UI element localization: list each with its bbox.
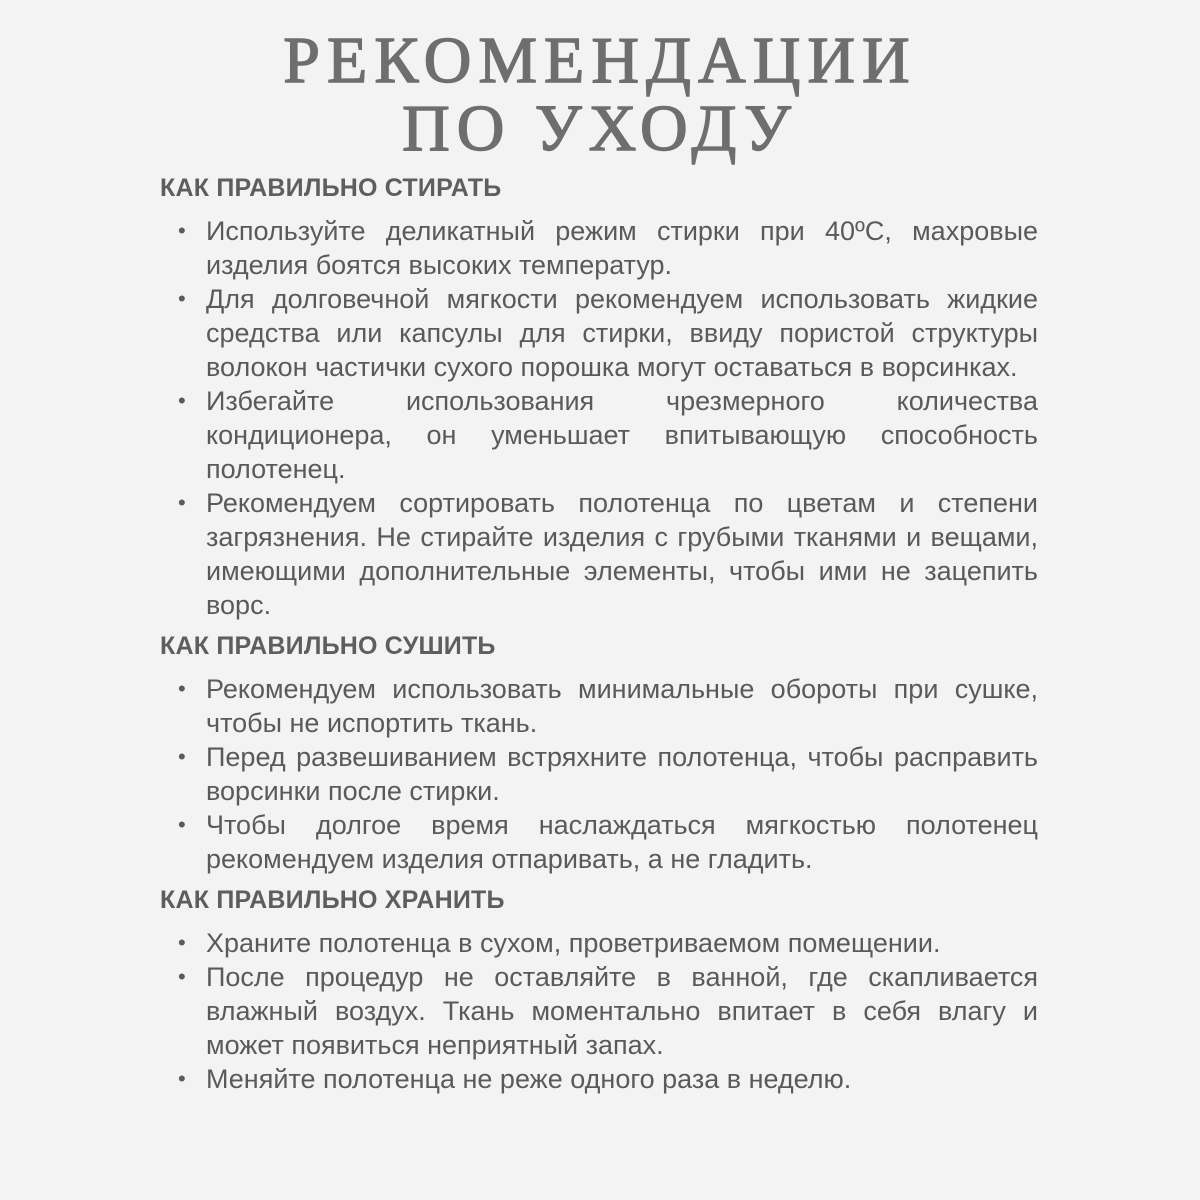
list-item (160, 214, 1038, 282)
list-item (160, 1062, 1038, 1096)
section-heading-drying: КАК ПРАВИЛЬНО СУШИТЬ (160, 632, 496, 660)
bullet-icon: • (178, 286, 186, 311)
instructions-content (160, 172, 1038, 1096)
list-item-text: Перед развешиванием встряхните полотенца, чтобы расправить ворсинки после стирки. (206, 742, 1038, 806)
bullet-icon: • (178, 676, 186, 701)
list-item (160, 282, 1038, 384)
storage-list (160, 926, 1038, 1096)
list-item-text: Чтобы долгое время наслаждаться мягкостью полотенец рекомендуем изделия отпаривать, а не гладить. (206, 810, 1038, 874)
section-storage (160, 884, 1038, 1096)
list-item-text: Рекомендуем сортировать полотенца по цветам и степени загрязнения. Не стирайте изделия с грубыми тканями и вещами, имеющими дополнительные элементы, чтобы ими не зацепить ворс. (206, 488, 1038, 620)
list-item-text: Храните полотенца в сухом, проветриваемом помещении. (206, 928, 941, 958)
bullet-icon: • (178, 1066, 186, 1091)
list-item-text: Меняйте полотенца не реже одного раза в неделю. (206, 1064, 852, 1094)
section-heading-washing: КАК ПРАВИЛЬНО СТИРАТЬ (160, 174, 502, 202)
list-item-text: Для долговечной мягкости рекомендуем использовать жидкие средства или капсулы для стирки, ввиду пористой структуры волокон частички сухого порошка могут оставаться в ворсинках. (206, 284, 1038, 382)
section-heading-storage: КАК ПРАВИЛЬНО ХРАНИТЬ (160, 886, 505, 914)
list-item (160, 486, 1038, 622)
bullet-icon: • (178, 930, 186, 955)
page-title-line-2: ПО УХОДУ (402, 92, 798, 165)
list-item (160, 808, 1038, 876)
list-item (160, 384, 1038, 486)
list-item-text: После процедур не оставляйте в ванной, где скапливается влажный воздух. Ткань моментально впитает в себя влагу и может появиться неприятный запах. (206, 962, 1038, 1060)
washing-list (160, 214, 1038, 622)
page-title-line-1: РЕКОМЕНДАЦИИ (283, 24, 917, 97)
section-washing (160, 172, 1038, 622)
bullet-icon: • (178, 218, 186, 243)
bullet-icon: • (178, 388, 186, 413)
bullet-icon: • (178, 490, 186, 515)
list-item (160, 672, 1038, 740)
bullet-icon: • (178, 964, 186, 989)
bullet-icon: • (178, 744, 186, 769)
section-drying (160, 630, 1038, 876)
bullet-icon: • (178, 812, 186, 837)
list-item (160, 926, 1038, 960)
list-item-text: Рекомендуем использовать минимальные обороты при сушке, чтобы не испортить ткань. (206, 674, 1038, 738)
list-item-text: Используйте деликатный режим стирки при 40ºС, махровые изделия боятся высоких температур. (206, 216, 1038, 280)
list-item (160, 960, 1038, 1062)
drying-list (160, 672, 1038, 876)
list-item-text: Избегайте использования чрезмерного количества кондиционера, он уменьшает впитывающую способность полотенец. (206, 386, 1038, 484)
list-item (160, 740, 1038, 808)
